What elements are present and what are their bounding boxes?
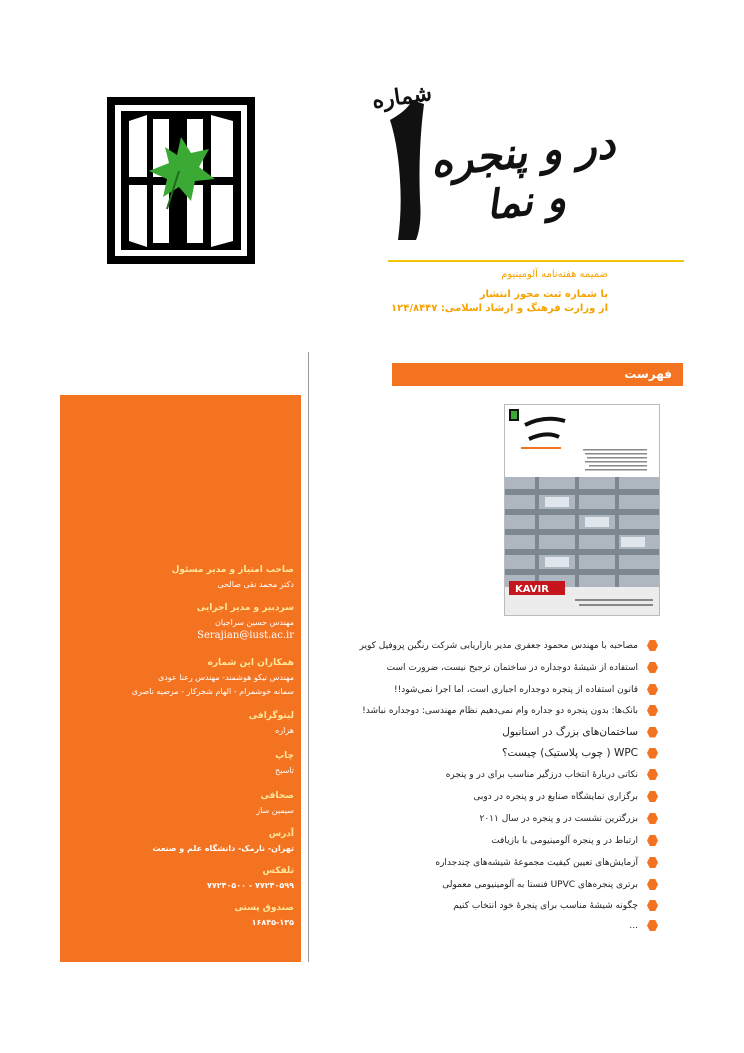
credit-value: تهران- نارمک- دانشگاه علم و صنعت — [152, 844, 294, 853]
hexagon-bullet-icon — [647, 640, 658, 651]
credit-value: دکتر محمد نقی صالحی — [217, 580, 294, 589]
toc-item-text: مصاحبه با مهندس محمود جعفری مدیر بازاریابی شرکت رنگین پروفیل کویر — [359, 640, 638, 651]
hexagon-bullet-icon — [647, 748, 658, 759]
credit-value: سیمین ساز — [256, 806, 294, 815]
toc-item-text: بزرگترین نشست در و پنجره در سال ۲۰۱۱ — [479, 813, 638, 824]
credit-title: آدرس — [268, 829, 294, 839]
toc-item[interactable] — [453, 900, 658, 911]
hexagon-bullet-icon — [647, 813, 658, 824]
hexagon-bullet-icon — [647, 662, 658, 673]
toc-item[interactable] — [387, 662, 658, 673]
column-divider — [308, 352, 309, 962]
credit-title: لیتوگرافی — [248, 711, 294, 721]
toc-item[interactable] — [502, 747, 658, 759]
credit-title: همکاران این شماره — [207, 658, 294, 668]
credit-title: صاحب امتیاز و مدیر مسئول — [171, 565, 294, 575]
toc-item-text: نکاتی دربارهٔ انتخاب درزگیر مناسب برای در و پنجره — [445, 769, 638, 780]
credit-title: چاپ — [275, 751, 294, 761]
toc-item-text: ساختمان‌های بزرگ در استانبول — [502, 726, 638, 738]
email-address: Serajian@iust.ac.ir — [197, 630, 294, 641]
hexagon-bullet-icon — [647, 900, 658, 911]
hexagon-bullet-icon — [647, 835, 658, 846]
hexagon-bullet-icon — [647, 727, 658, 738]
toc-item[interactable] — [435, 857, 658, 868]
magazine-title-line2: و نما — [483, 173, 568, 230]
hexagon-bullet-icon — [647, 769, 658, 780]
toc-item-text: برتری پنجره‌های UPVC فنستا به آلومینیومی معمولی — [442, 879, 638, 890]
toc-item[interactable] — [629, 920, 658, 931]
toc-header: فهرست — [624, 367, 672, 381]
toc-item[interactable] — [502, 726, 658, 738]
issue-label: شماره — [370, 79, 434, 115]
hexagon-bullet-icon — [647, 684, 658, 695]
cover-brand: KAVIR — [515, 584, 549, 595]
license-line1: با شماره ثبت مجوز انتشار — [479, 289, 608, 300]
toc-item-text: ... — [629, 920, 638, 931]
toc-item-text: قانون استفاده از پنجره دوجداره اجباری است، اما اجرا نمی‌شود!! — [393, 684, 638, 695]
credit-value: ۷۷۲۴۰۵۹۹ - ۷۷۲۴۰۵۰۰ — [206, 881, 294, 890]
hexagon-bullet-icon — [647, 791, 658, 802]
magazine-title-line1: در و پنجره — [427, 118, 618, 187]
credit-title: صندوق پستی — [234, 903, 294, 913]
credit-title: تلفکس — [262, 866, 294, 876]
toc-item[interactable] — [473, 791, 658, 802]
toc-item[interactable] — [480, 813, 659, 824]
toc-item-text: چگونه شیشهٔ مناسب برای پنجرهٔ خود انتخاب کنیم — [453, 900, 638, 911]
toc-item[interactable] — [360, 640, 658, 651]
hexagon-bullet-icon — [647, 705, 658, 716]
credit-value: هزاره — [275, 726, 294, 735]
hexagon-bullet-icon — [647, 920, 658, 931]
credit-value: ۱۶۸۴۵-۱۳۵ — [251, 918, 294, 927]
credit-title: صحافی — [260, 791, 294, 801]
toc-item[interactable] — [491, 835, 658, 846]
credit-value: تاسیح — [275, 766, 294, 775]
issue-number-graphic — [368, 90, 438, 250]
toc-item[interactable] — [446, 769, 658, 780]
credit-value: مهندس نیکو هوشمند- مهندس رعنا عودی — [157, 673, 294, 682]
toc-item[interactable] — [394, 684, 658, 695]
toc-item-text: آزمایش‌های تعیین کیفیت مجموعهٔ شیشه‌های چندجداره — [435, 857, 638, 868]
header-rule — [388, 260, 684, 262]
credit-value: مهندس حسین سراجیان — [214, 618, 294, 627]
toc-item[interactable] — [442, 879, 658, 890]
hexagon-bullet-icon — [647, 857, 658, 868]
cover-thumbnail — [504, 404, 660, 616]
magazine-logo — [107, 97, 255, 264]
toc-item-text: ارتباط در و پنجره آلومینیومی با بازیافت — [491, 835, 638, 846]
credit-value: سمانه خوشمرام - الهام شجرکار - مرضیه ناصری — [131, 687, 294, 696]
toc-item[interactable] — [362, 705, 658, 716]
toc-item-text: برگزاری نمایشگاه صنایع در و پنجره در دوبی — [473, 791, 638, 802]
toc-item-text: استفاده از شیشهٔ دوجداره در ساختمان ترجیح نیست، ضرورت است — [386, 662, 638, 673]
supplement-line: ضمیمه هفته‌نامه آلومینیوم — [501, 269, 608, 280]
credit-title: سردبیر و مدیر اجرایی — [196, 603, 294, 613]
license-line2: از وزارت فرهنگ و ارشاد اسلامی: ۱۲۴/۸۴۴۷ — [391, 303, 608, 314]
hexagon-bullet-icon — [647, 879, 658, 890]
toc-item-text: WPC ( چوب پلاستیک) چیست؟ — [501, 747, 638, 759]
toc-item-text: بانک‌ها: بدون پنجره دو جداره وام نمی‌دهیم نظام مهندسی: دوجداره نباشد! — [362, 705, 638, 716]
